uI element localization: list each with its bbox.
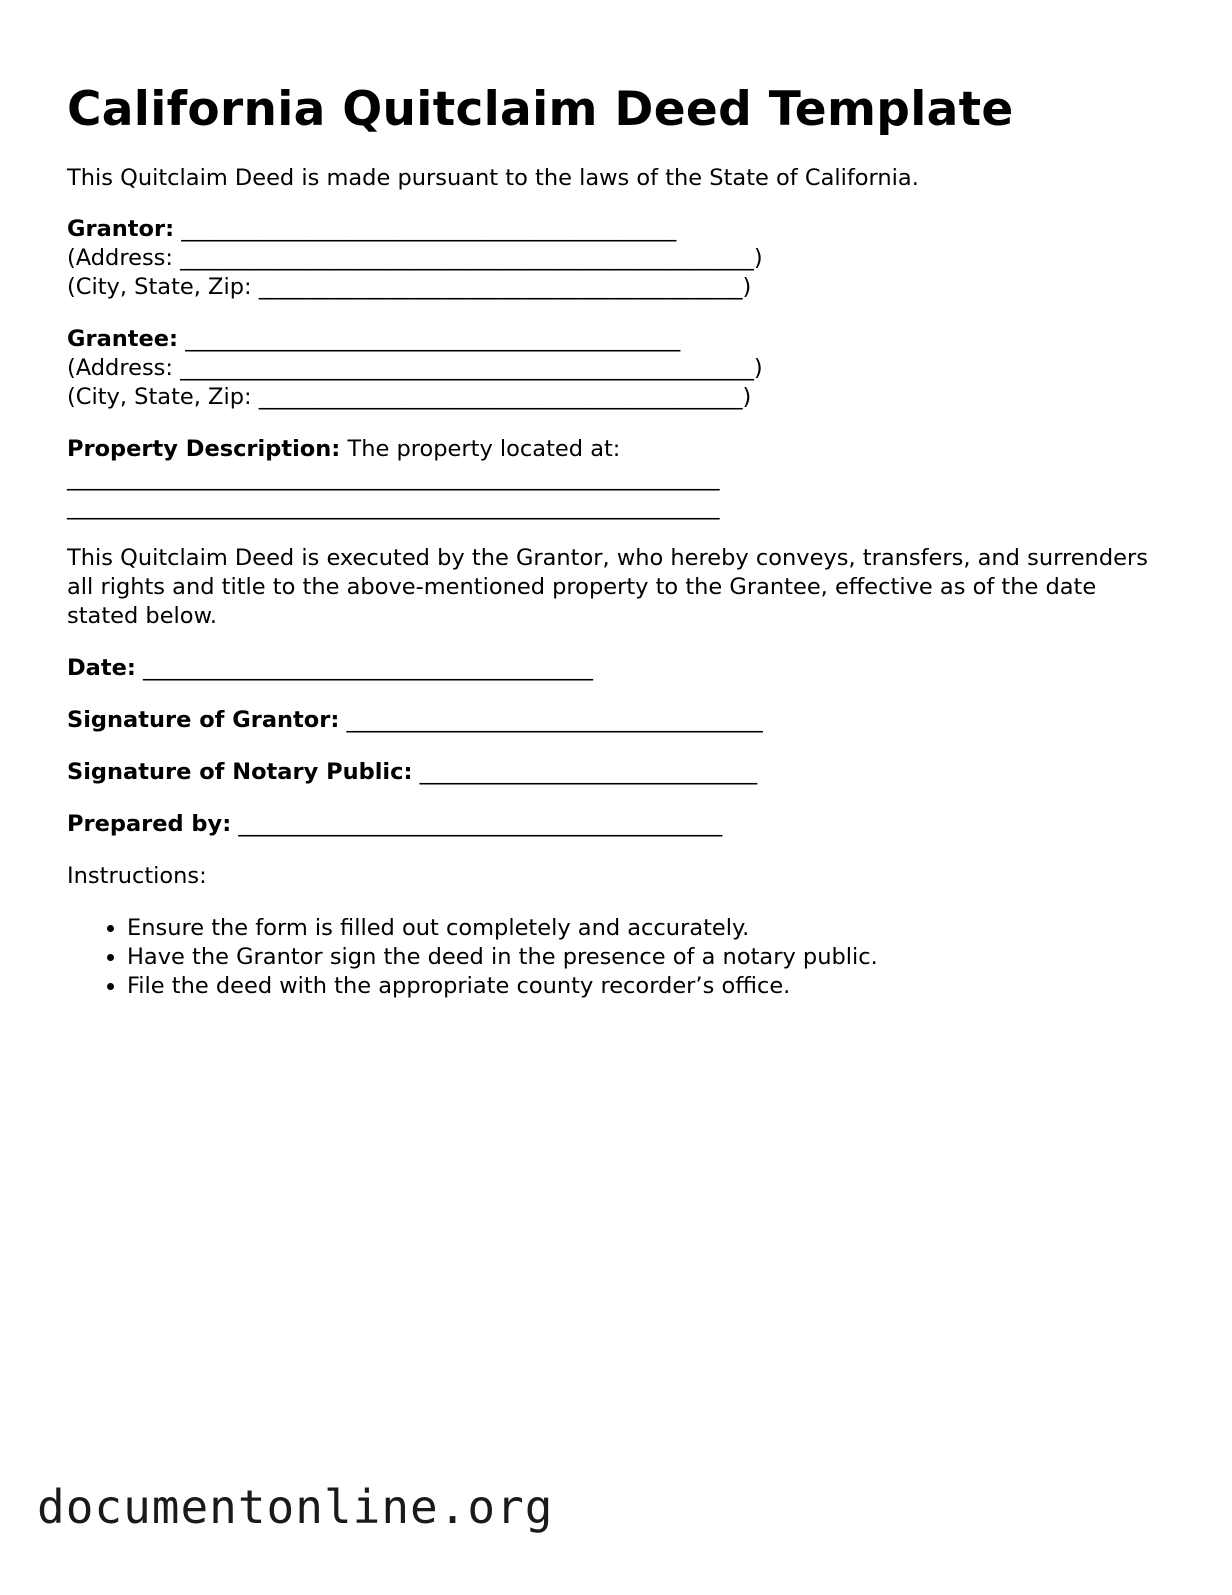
property-blank-1[interactable]: __________________________________________________________ [67, 465, 720, 492]
grantor-city-blank[interactable]: (City, State, Zip: ___________________________________________) [67, 274, 752, 301]
grantee-row [67, 325, 1177, 354]
notary-signature-row [67, 758, 1177, 787]
grantor-name-blank[interactable]: ____________________________________________ [174, 216, 677, 243]
document-page [67, 82, 1177, 1001]
grantor-signature-row [67, 706, 1177, 735]
instructions-heading: Instructions: [67, 863, 207, 890]
grantor-signature-blank[interactable]: _____________________________________ [339, 707, 763, 734]
instructions-list [67, 914, 1177, 1001]
property-blank-2[interactable]: __________________________________________________________ [67, 494, 720, 521]
property-section [67, 435, 1177, 522]
prepared-by-row [67, 810, 1177, 839]
property-text: The property located at: [340, 436, 621, 463]
grantor-row [67, 215, 1177, 244]
grantee-name-blank[interactable]: ____________________________________________ [178, 326, 681, 353]
list-item: • Ensure the form is filled out completely and accurately. [127, 914, 1177, 943]
grantor-address-blank[interactable]: (Address: ___________________________________________________) [67, 245, 763, 272]
intro-text: This Quitclaim Deed is made pursuant to the laws of the State of California. [67, 165, 919, 192]
execution-paragraph: This Quitclaim Deed is executed by the Grantor, who hereby conveys, transfers, and surrenders all rights and title to the above-mentioned property to the Grantee, effective as of the date stated below. [67, 545, 1148, 630]
notary-signature-blank[interactable]: ______________________________ [412, 759, 758, 786]
grantor-section [67, 215, 1177, 302]
grantee-address-blank[interactable]: (Address: ___________________________________________________) [67, 355, 763, 382]
property-row [67, 435, 1177, 464]
date-blank[interactable]: ________________________________________ [135, 655, 594, 682]
prepared-by-label: Prepared by: [67, 811, 232, 838]
grantor-label: Grantor: [67, 216, 175, 243]
property-label: Property Description: [67, 436, 341, 463]
notary-signature-label: Signature of Notary Public: [67, 759, 413, 786]
watermark: documentonline.org [37, 1480, 554, 1534]
page-title: California Quitclaim Deed Template [67, 82, 1014, 137]
prepared-by-blank[interactable]: ___________________________________________ [231, 811, 723, 838]
grantee-city-blank[interactable]: (City, State, Zip: ___________________________________________) [67, 384, 752, 411]
grantee-label: Grantee: [67, 326, 179, 353]
grantee-section [67, 325, 1177, 412]
list-item: • File the deed with the appropriate county recorder’s office. [127, 972, 1177, 1001]
date-label: Date: [67, 655, 136, 682]
date-row [67, 654, 1177, 683]
list-item: • Have the Grantor sign the deed in the presence of a notary public. [127, 943, 1177, 972]
grantor-signature-label: Signature of Grantor: [67, 707, 340, 734]
